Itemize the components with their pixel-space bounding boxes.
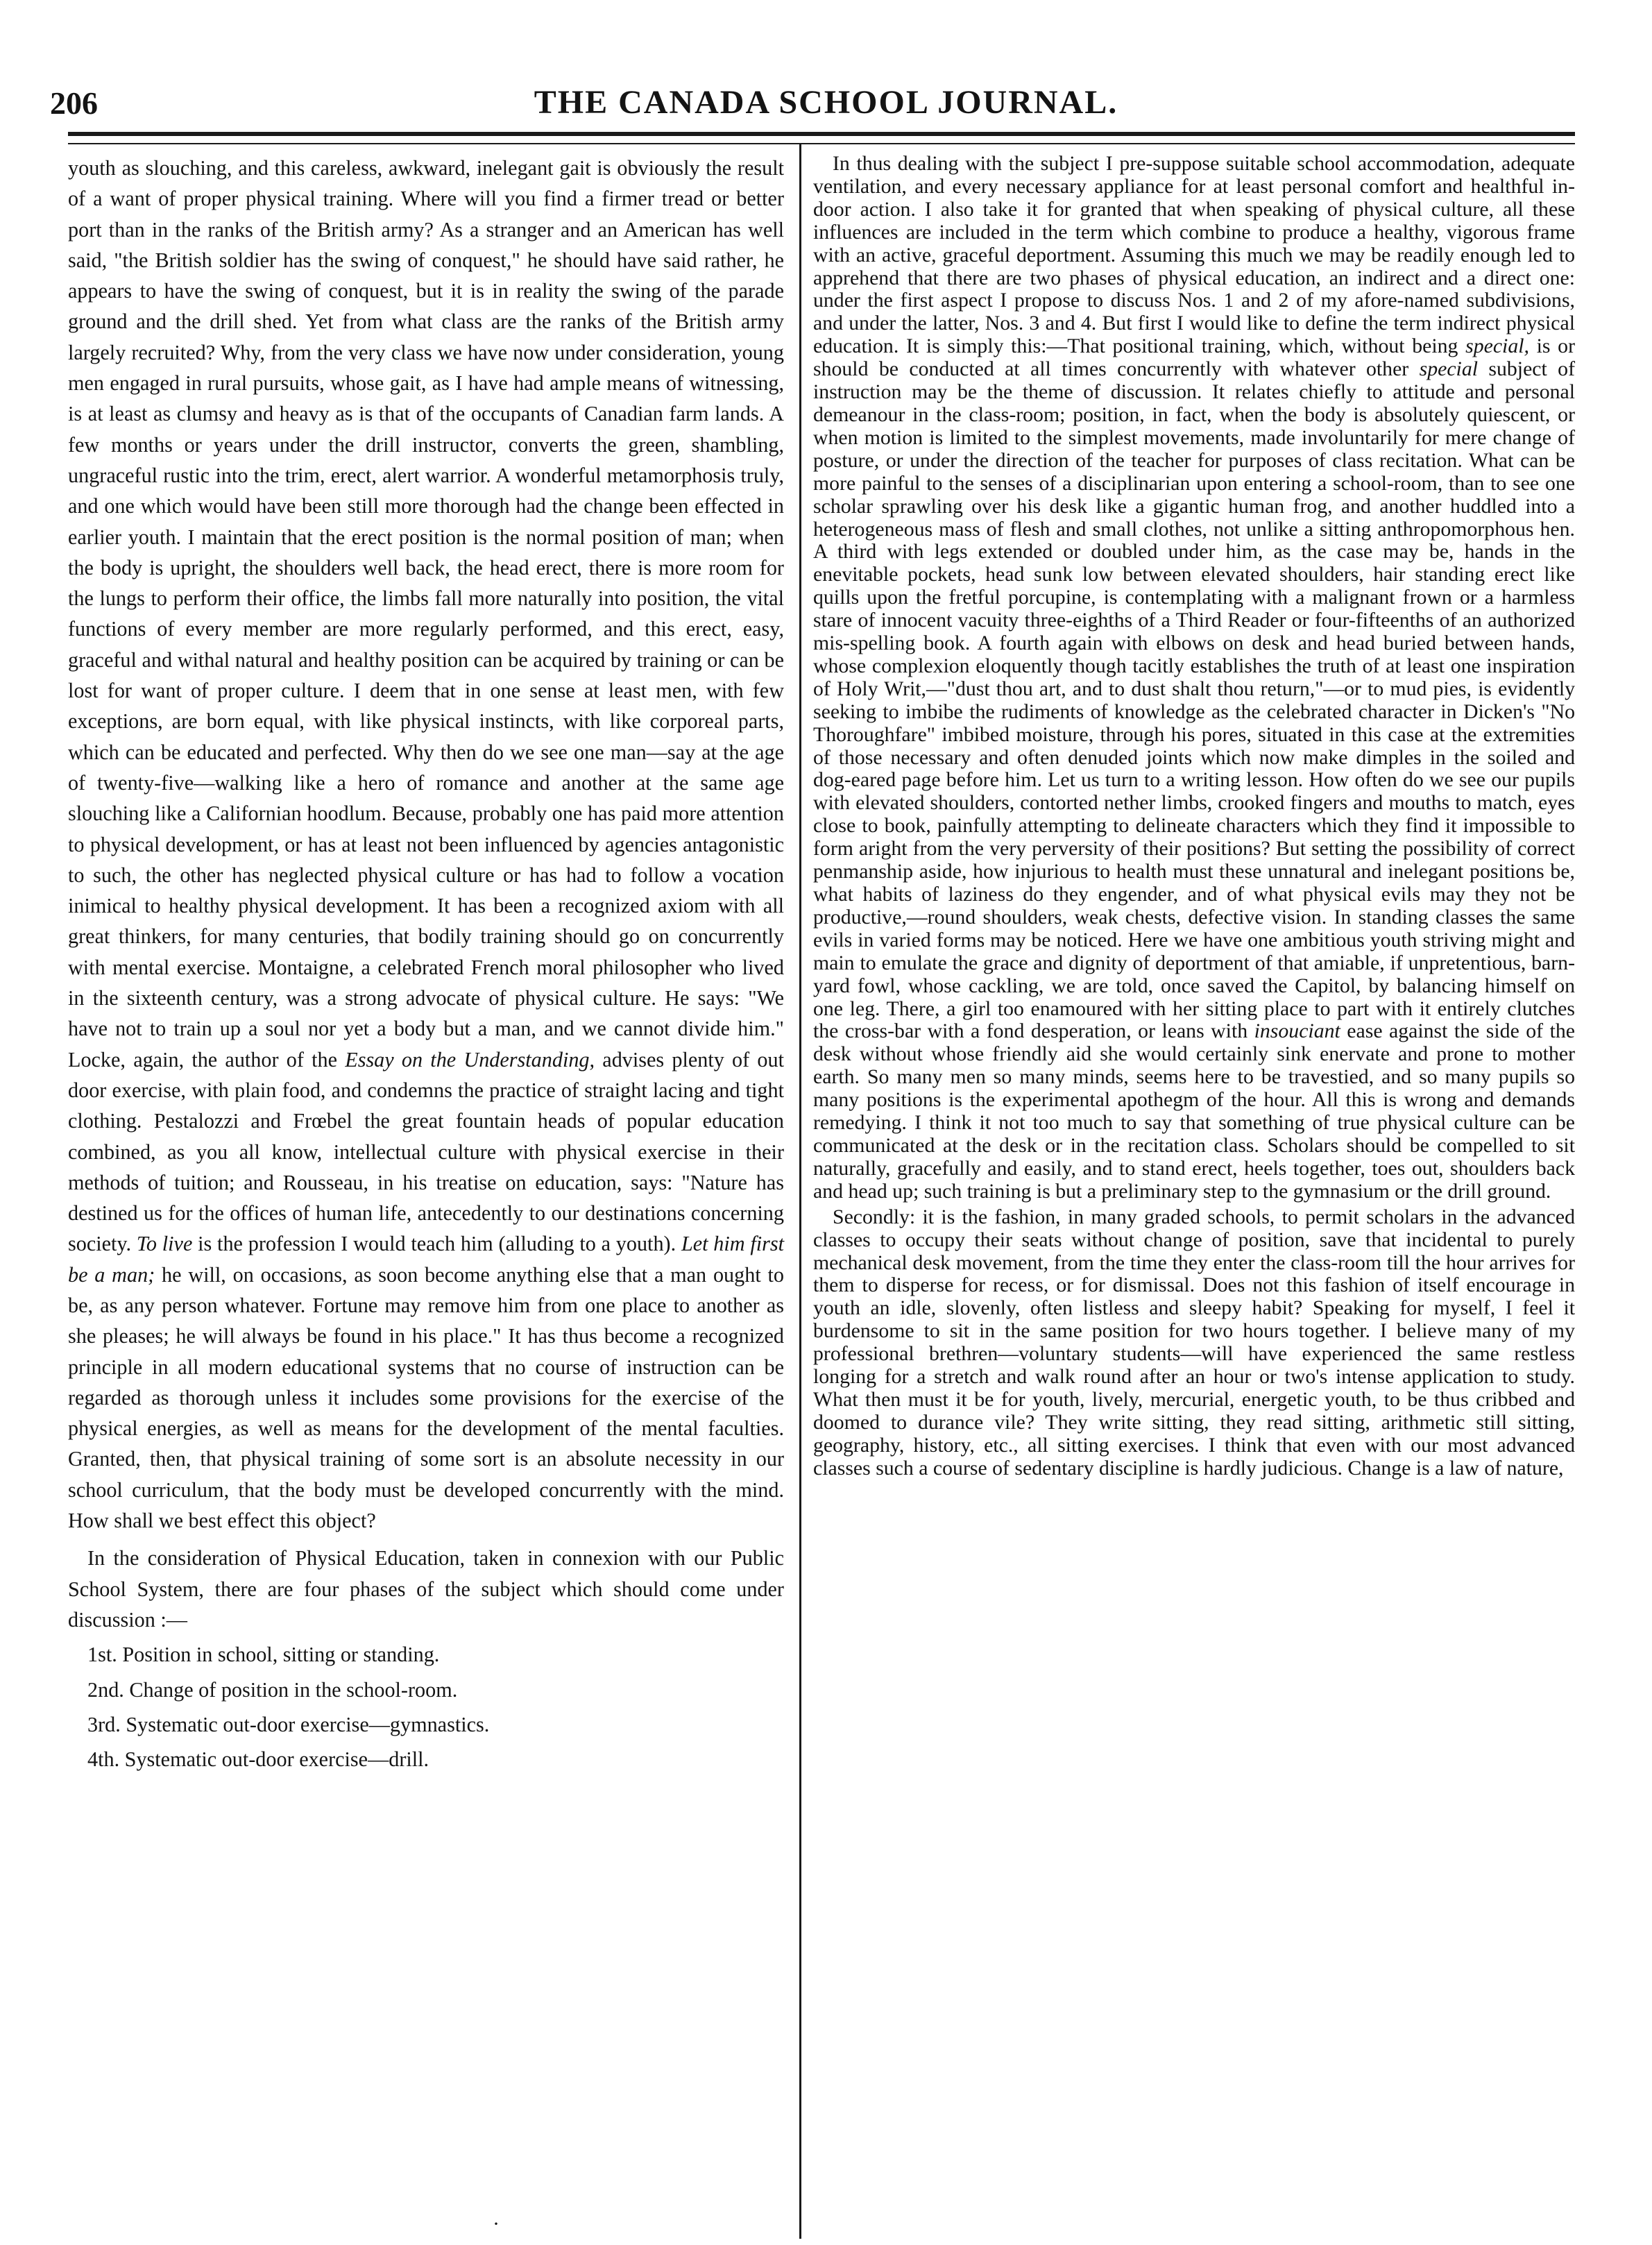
- essay-title: Essay on the Understanding,: [345, 1047, 595, 1071]
- journal-title: THE CANADA SCHOOL JOURNAL.: [534, 84, 1118, 121]
- right-paragraph-1: [813, 153, 1575, 1203]
- list-item: 1st. Position in school, sitting or standing.: [87, 1643, 440, 1667]
- phases-list: [68, 1639, 784, 1774]
- page-number: 206: [50, 85, 98, 121]
- italic-insouciant: insouciant: [1254, 1019, 1340, 1043]
- italic-let-him: Let him first be a man;: [68, 1232, 785, 1287]
- left-p1-text-cont3: he will, on occasions, as soon become anything else that a man ought to be, as any person whatever. Fortune may remove him from one place to another as she pleases; he will always be found in his place." It has thus become a recognized principle in all modern educational systems that no course of instruction can be regarded as thorough unless it includes some provisions for the exercise of the physical energies, as well as means for the development of the mental faculties. Granted, then, that physical training of some sort is an absolute necessity in our school curriculum, that the body must be developed concurrently with the mind. How shall we best effect this object?: [68, 1262, 784, 1533]
- right-p1-text-a: In thus dealing with the subject I pre-suppose suitable school accommodation, adequate ventilation, and every necessary appliance for at least personal comfort and healthful in-door action. I also take it for granted that when speaking of physical culture, all these influences are included in the term which combine to produce a healthy, vigorous frame with an active, graceful deportment. Assuming this much we may be readily enough led to apprehend that there are two phases of physical education, an indirect and a direct one: under the first aspect I propose to discuss Nos. 1 and 2 of my afore-named subdivisions, and under the latter, Nos. 3 and 4. But first I would like to define the term indirect physical education. It is simply this:—That positional training, which, without being: [813, 152, 1575, 358]
- column-divider: [799, 144, 801, 2239]
- left-p1-text-cont2: is the profession I would teach him (alluding to a youth).: [192, 1232, 681, 1256]
- right-p1-text-d: ease against the side of the desk without whose friendly aid she would certainly sink enervate and prone to mother earth. So many men so many minds, seems here to be travestied, and so many pupils so many positions is the experimental apothegm of the hour. All this is wrong and demands remedying. I think it not too much to say that something of true physical culture can be communicated at the desk or in the recitation class. Scholars should be compelled to sit naturally, gracefully and easily, and to stand erect, heels together, toes out, shoulders back and head up; such training is but a preliminary step to the gymnasium or the drill ground.: [813, 1019, 1575, 1203]
- list-item: 3rd. Systematic out-door exercise—gymnastics.: [87, 1712, 490, 1736]
- left-column: [68, 153, 784, 1779]
- italic-special-2: special: [1419, 357, 1479, 381]
- right-p1-text-b: is or should be conducted at all times concurrently with whatever other: [813, 334, 1575, 381]
- list-item: 4th. Systematic out-door exercise—drill.: [87, 1747, 429, 1772]
- italic-to-live: To live: [136, 1232, 193, 1256]
- header-rule-thick: [68, 132, 1575, 136]
- italic-special: special,: [1465, 334, 1529, 358]
- left-paragraph-2: In the consideration of Physical Education, taken in connexion with our Public School System, there are four phases of the subject which should come under discussion :—: [68, 1546, 784, 1632]
- footer-mark: ·: [493, 2212, 500, 2235]
- right-column: [813, 153, 1575, 1480]
- left-p1-text: youth as slouching, and this careless, awkward, inelegant gait is obviously the result of a want of proper physical training. Where will you find a firmer tread or better port than in the ranks of the British army? As a stranger and an American has well said, "the British soldier has the swing of conquest," he should have said rather, he appears to have the swing of conquest, but it is in reality the swing of the parade ground and the drill shed. Yet from what class are the ranks of the British army largely recruited? Why, from the very class we have now under consideration, young men engaged in rural pursuits, whose gait, as I have had ample means of witnessing, is at least as clumsy and heavy as is that of the occupants of Canadian farm lands. A few months or years under the drill instructor, converts the green, shambling, ungraceful rustic into the trim, erect, alert warrior. A wonderful metamorphosis truly, and one which would have been still more thorough had the change been effected in earlier youth. I maintain that the erect position is the normal position of man; when the body is upright, the shoulders well back, the head erect, there is more room for the lungs to perform their office, the limbs fall more naturally into position, the vital functions of every member are more regularly performed, and this erect, easy, graceful and withal natural and healthy position can be acquired by training or can be lost for want of proper culture. I deem that in one sense at least men, with few exceptions, are born equal, with like physical instincts, with like corporeal parts, which can be educated and perfected. Why then do we see one man—say at the age of twenty-five—walking like a hero of romance and another at the same age slouching like a Californian hoodlum. Because, probably one has paid more attention to physical development, or has at least not been influenced by agencies antagonistic to such, the other has neglected physical culture or has had to follow a vocation inimical to healthy physical development. It has been a recognized axiom with all great thinkers, for many centuries, that bodily training should go on concurrently with mental exercise. Montaigne, a celebrated French moral philosopher who lived in the sixteenth century, was a strong advocate of physical culture. He says: "We have not to train up a soul nor yet a body but a man, and we cannot divide him." Locke, again, the author of the: [68, 156, 784, 1071]
- list-item: 2nd. Change of position in the school-room.: [87, 1677, 458, 1702]
- right-p1-text-c: subject of instruction may be the theme of discussion. It relates chiefly to attitude and personal demeanour in the class-room; position, in fact, when the body is absolutely quiescent, or when motion is limited to the simplest movements, made involuntarily for mere change of posture, or under the direction of the teacher for purposes of class recitation. What can be more painful to the senses of a disciplinarian upon entering a school-room, than to see one scholar sprawling over his desk like a gigantic human frog, and another huddled into a heterogeneous mass of flesh and small clothes, not unlike a sitting anthropomorphous hen. A third with legs extended or doubled under him, as the case may be, hands in the enevitable pockets, head sunk low between elevated shoulders, hair standing erect like quills upon the fretful porcupine, is contemplating with a malignant frown or a harmless stare of innocent vacuity three-eighths of a Third Reader or four-fifteenths of an authorized mis-spelling book. A fourth again with elbows on desk and head buried between hands, whose complexion eloquently though tacitly establishes the truth of at least one inspiration of Holy Writ,—"dust thou art, and to dust shalt thou return,"—or to mud pies, is evidently seeking to imbibe the rudiments of knowledge as the celebrated character in Dicken's "No Thoroughfare" imbibed moisture, through his pores, situated in this case at the extremities of those necessary and often denuded joints which now make dimples in the soiled and dog-eared page before him. Let us turn to a writing lesson. How often do we see our pupils with elevated shoulders, contorted nether limbs, crooked fingers and mouths to match, eyes close to book, painfully attempting to delineate characters which they find it impossible to form aright from the very perversity of their positions? But setting the possibility of correct penmanship aside, how injurious to health must these unnatural and inelegant positions be, what habits of laziness do they engender, and of what physical evils may they not be productive,—round shoulders, weak chests, defective vision. In standing classes the same evils in varied forms may be noticed. Here we have one ambitious youth striving might and main to emulate the grace and dignity of deportment of that amiable, if unpretentious, barn-yard fowl, whose cackling, we are told, once saved the Capitol, by balancing himself on one leg. There, a girl too enamoured with her sitting place to part with it entirely clutches the cross-bar with a fond desperation, or leans with: [813, 357, 1575, 1043]
- left-paragraph-1: [68, 153, 784, 1536]
- right-paragraph-2: Secondly: it is the fashion, in many graded schools, to permit scholars in the advanced classes to occupy their seats without change of position, save that incidental to purely mechanical desk movement, from the time they enter the class-room till the hour arrives for them to disperse for recess, or for dismissal. Does not this fashion of itself encourage in youth an idle, slovenly, often listless and sleepy habit? Speaking for myself, I feel it burdensome to sit in the same position for two hours together. I believe many of my professional brethren—voluntary students—will have experienced the same restless longing for a stretch and walk round after an hour or two's intense application to study. What then must it be for youth, lively, mercurial, energetic youth, to be thus cribbed and doomed to durance vile? They write sitting, they read sitting, arithmetic still sitting, geography, history, etc., all sitting exercises. I think that even with our most advanced classes such a course of sedentary discipline is hardly judicious. Change is a law of nature,: [813, 1205, 1575, 1480]
- left-p1-text-cont: advises plenty of out door exercise, with plain food, and condemns the practice of straight lacing and tight clothing. Pestalozzi and Frœbel the great fountain heads of popular education combined, as you all know, intellectual culture with physical exercise in their methods of tuition; and Rousseau, in his treatise on education, says: "Nature has destined us for the offices of human life, antecedently to our destinations concerning society.: [68, 1047, 785, 1256]
- header-rule-thin: [68, 143, 1575, 144]
